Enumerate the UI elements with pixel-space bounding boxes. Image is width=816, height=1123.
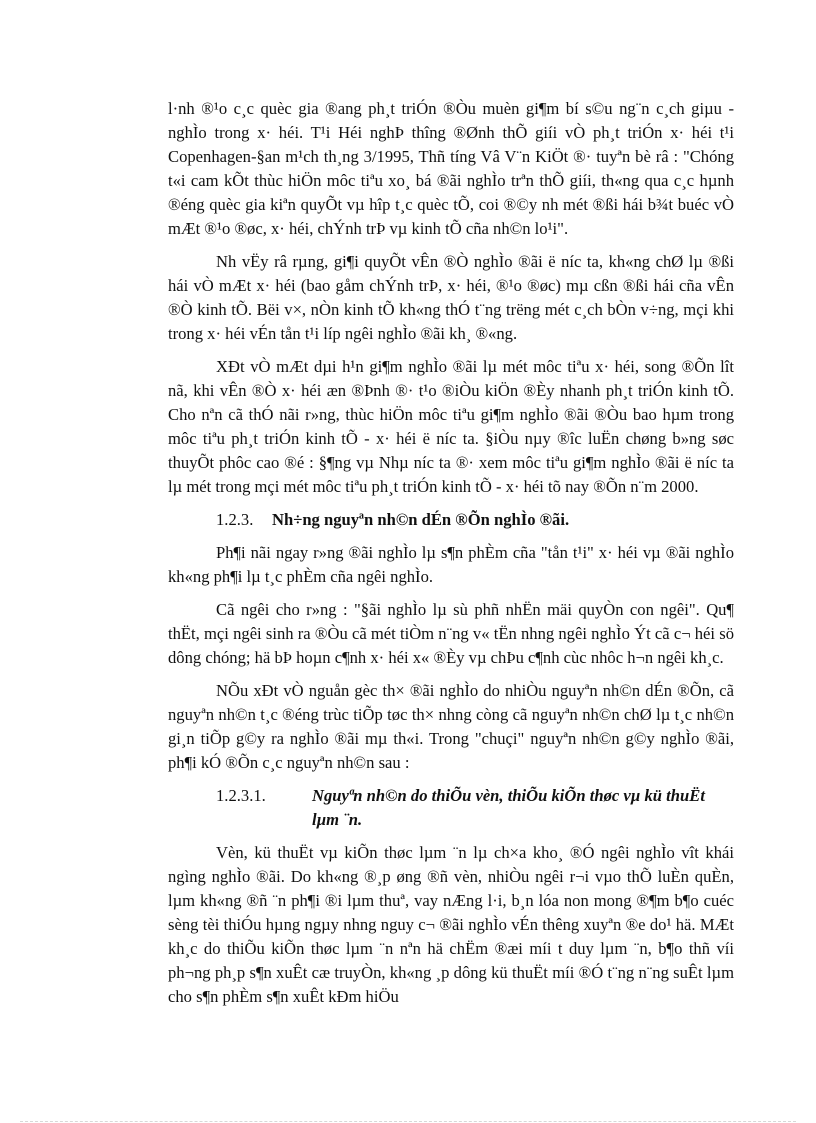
body-paragraph: Ph¶i nãi ngay r»ng ®ãi nghÌo lµ s¶n phÈm cña "tån t¹i" x· héi vµ ®ãi nghÌo kh«ng ph¶i lµ t¸c phÈm cña ngêi nghÌo. [168,543,734,586]
section-number: 1.2.3.1. [216,786,266,805]
section-title: Nh÷ng nguyªn nh©n dÉn ®Õn nghÌo ®ãi. [272,510,570,529]
body-paragraph: Nh vËy râ rµng, gi¶i quyÕt vÊn ®Ò nghÌo ®ãi ë níc ta, kh«ng chØ lµ ®ßi hái vÒ mÆt x· héi (bao gåm chÝnh trÞ, x· héi, ®¹o ®øc) mµ cßn ®ßi hái cña vÊn ®Ò kinh tÕ. Bëi v×, nÒn kinh tÕ kh«ng thÓ t¨ng trëng mét c¸ch bÒn v÷ng, mçi khi trong x· héi vÉn tån t¹i líp ngêi nghÌo ®ãi kh¸ ®«ng. [168,252,734,343]
section-heading-1-2-3 [168,508,734,532]
body-paragraph: l·nh ®¹o c¸c quèc gia ®ang ph¸t triÓn ®Òu muèn gi¶m bí s©u ng¨n c¸ch giµu - nghÌo trong x· héi. T¹i Héi nghÞ thîng ®Ønh thÕ giíi vÒ ph¸t triÓn x· héi t¹i Copenhagen-§an m¹ch th¸ng 3/1995, Thñ tíng Vâ V¨n KiÖt ®· tuyªn bè râ : "Chóng t«i cam kÕt thùc hiÖn môc tiªu xo¸ bá ®ãi nghÌo trªn thÕ giíi, th«ng qua c¸c hµnh ®éng quèc gia kiªn quyÕt vµ hîp t¸c quèc tÕ, coi ®©y nh mét ®ßi hái b¾t buéc vÒ mÆt ®¹o ®øc, x· héi, chÝnh trÞ vµ kinh tÕ cña nh©n lo¹i". [168,99,734,238]
section-heading-1-2-3-1 [168,784,734,832]
body-paragraph: XÐt vÒ mÆt dµi h¹n gi¶m nghÌo ®ãi lµ mét môc tiªu x· héi, song ®Õn lît nã, khi vÊn ®Ò x· héi æn ®Þnh ®· t¹o ®iÒu kiÖn ®Èy nhanh ph¸t triÓn kinh tÕ. Cho nªn cã thÓ nãi r»ng, thùc hiÖn môc tiªu gi¶m nghÌo ®ãi ®Òu bao hµm trong môc tiªu ph¸t triÓn kinh tÕ - x· héi ë níc ta. §iÒu nµy ®îc luËn chøng b»ng søc thuyÕt phôc cao ®é : §¶ng vµ Nhµ níc ta ®· xem môc tiªu gi¶m nghÌo ®ãi ë níc ta lµ mét trong mçi mét môc tiªu ph¸t triÓn kinh tÕ - x· héi tõ nay ®Õn n¨m 2000. [168,357,734,496]
section-title: Nguyªn nh©n do thiÕu vèn, thiÕu kiÕn thøc vµ kü thuËt lµm ¨n. [312,786,705,829]
page-bottom-divider [20,1121,796,1122]
document-page [168,97,734,1018]
section-number: 1.2.3. [216,510,254,529]
body-paragraph: Cã ngêi cho r»ng : "§ãi nghÌo lµ sù phñ nhËn mäi quyÒn con ngêi". Qu¶ thËt, mçi ngêi sinh ra ®Òu cã mét tiÒm n¨ng v« tËn nhng ngêi nghÌo Ýt cã c¬ héi sö dông chóng; hä bÞ hoµn c¶nh x· héi x« ®Èy vµ chÞu c¶nh cùc nhôc h¬n ngêi kh¸c. [168,600,734,667]
body-paragraph: Vèn, kü thuËt vµ kiÕn thøc lµm ¨n lµ ch×a kho¸ ®Ó ngêi nghÌo vît khái ngìng nghÌo ®ãi. Do kh«ng ®¸p øng ®ñ vèn, nhiÒu ngêi r¬i vµo thÕ luÈn quÈn, lµm kh«ng ®ñ ¨n ph¶i ®i lµm thuª, vay nÆng l·i, b¸n lóa non mong ®¶m b¶o cuéc sèng tèi thiÓu hµng ngµy nhng nguy c¬ ®ãi nghÌo vÉn thêng xuyªn ®e do¹ hä. MÆt kh¸c do thiÕu kiÕn thøc lµm ¨n nªn hä chËm ®æi míi t duy lµm ¨n, b¶o thñ víi ph¬ng ph¸p s¶n xuÊt cæ truyÒn, kh«ng ¸p dông kü thuËt míi ®Ó t¨ng n¨ng suÊt lµm cho s¶n phÈm s¶n xuÊt kÐm hiÖu [168,843,734,1006]
body-paragraph: NÕu xÐt vÒ nguån gèc th× ®ãi nghÌo do nhiÒu nguyªn nh©n dÉn ®Õn, cã nguyªn nh©n t¸c ®éng trùc tiÕp tøc th× nhng còng cã nguyªn nh©n chØ lµ t¸c nh©n gi¸n tiÕp g©y ra nghÌo ®ãi mµ th«i. Trong "chuçi" nguyªn nh©n g©y nghÌo ®ãi, ph¶i kÓ ®Õn c¸c nguyªn nh©n sau : [168,681,734,772]
